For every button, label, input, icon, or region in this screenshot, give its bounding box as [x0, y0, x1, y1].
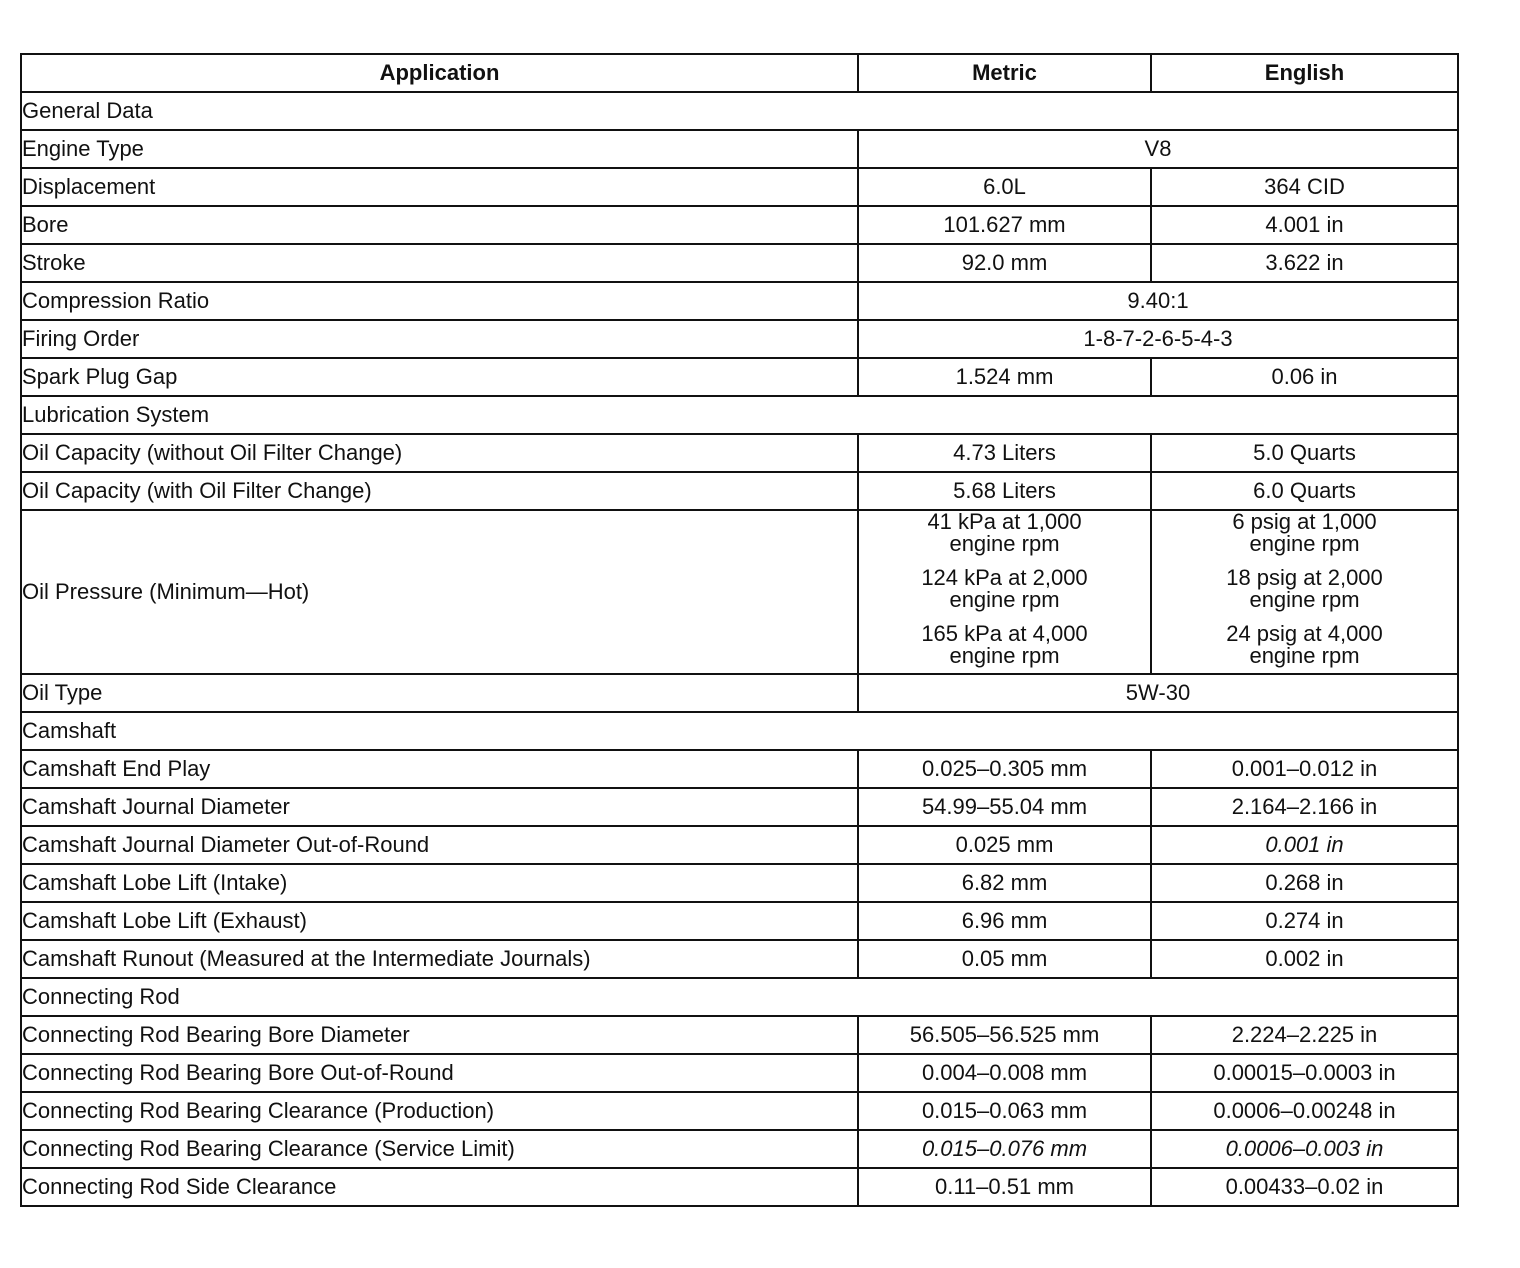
pressure-line: engine rpm — [1249, 643, 1360, 668]
english-value — [1151, 510, 1458, 674]
metric-value: 5.68 Liters — [858, 472, 1151, 510]
pressure-line: engine rpm — [949, 643, 1060, 668]
application-label: Compression Ratio — [21, 282, 858, 320]
english-value: 0.00015–0.0003 in — [1151, 1054, 1458, 1092]
metric-value: 6.0L — [858, 168, 1151, 206]
table-row — [21, 168, 1458, 206]
metric-value: 0.025–0.305 mm — [858, 750, 1151, 788]
english-value: 0.0006–0.00248 in — [1151, 1092, 1458, 1130]
application-label: Camshaft Runout (Measured at the Intermediate Journals) — [21, 940, 858, 978]
table-row — [21, 510, 1458, 674]
english-value: 0.06 in — [1151, 358, 1458, 396]
application-label: Connecting Rod Side Clearance — [21, 1168, 858, 1206]
pressure-entry — [1152, 623, 1457, 667]
specifications-table — [20, 53, 1459, 1207]
section-title: General Data — [21, 92, 1458, 130]
pressure-entry — [1152, 511, 1457, 555]
english-value: 0.274 in — [1151, 902, 1458, 940]
table-row — [21, 472, 1458, 510]
metric-value: 4.73 Liters — [858, 434, 1151, 472]
table-row — [21, 1054, 1458, 1092]
table-row — [21, 864, 1458, 902]
english-value: 0.001–0.012 in — [1151, 750, 1458, 788]
pressure-entry — [859, 567, 1150, 611]
english-value: 0.001 in — [1151, 826, 1458, 864]
table-row — [21, 1092, 1458, 1130]
english-value: 3.622 in — [1151, 244, 1458, 282]
table-row — [21, 282, 1458, 320]
pressure-entry — [859, 511, 1150, 555]
english-value: 364 CID — [1151, 168, 1458, 206]
pressure-line: engine rpm — [1249, 587, 1360, 612]
shared-value: 1-8-7-2-6-5-4-3 — [858, 320, 1458, 358]
application-label: Stroke — [21, 244, 858, 282]
table-row — [21, 434, 1458, 472]
table-row — [21, 1016, 1458, 1054]
section-title: Lubrication System — [21, 396, 1458, 434]
table-row — [21, 750, 1458, 788]
table-row — [21, 206, 1458, 244]
table-row — [21, 788, 1458, 826]
application-label: Camshaft Lobe Lift (Intake) — [21, 864, 858, 902]
application-label: Camshaft Journal Diameter Out-of-Round — [21, 826, 858, 864]
metric-value: 54.99–55.04 mm — [858, 788, 1151, 826]
table-row — [21, 130, 1458, 168]
application-label: Oil Capacity (without Oil Filter Change) — [21, 434, 858, 472]
english-value: 0.00433–0.02 in — [1151, 1168, 1458, 1206]
table-row — [21, 940, 1458, 978]
section-row — [21, 978, 1458, 1016]
table-row — [21, 826, 1458, 864]
header-row — [21, 54, 1458, 92]
table-row — [21, 244, 1458, 282]
table-row — [21, 1168, 1458, 1206]
pressure-line: engine rpm — [949, 531, 1060, 556]
metric-value: 6.96 mm — [858, 902, 1151, 940]
table-row — [21, 358, 1458, 396]
section-row — [21, 712, 1458, 750]
metric-value: 56.505–56.525 mm — [858, 1016, 1151, 1054]
table-row — [21, 1130, 1458, 1168]
header-application: Application — [21, 54, 858, 92]
english-value: 5.0 Quarts — [1151, 434, 1458, 472]
english-value: 4.001 in — [1151, 206, 1458, 244]
metric-value: 92.0 mm — [858, 244, 1151, 282]
metric-value: 0.11–0.51 mm — [858, 1168, 1151, 1206]
metric-value: 0.015–0.063 mm — [858, 1092, 1151, 1130]
application-label: Connecting Rod Bearing Clearance (Production) — [21, 1092, 858, 1130]
english-value: 0.002 in — [1151, 940, 1458, 978]
metric-value — [858, 510, 1151, 674]
metric-value: 0.004–0.008 mm — [858, 1054, 1151, 1092]
english-value: 0.268 in — [1151, 864, 1458, 902]
pressure-line: 24 psig at 4,000 — [1226, 621, 1383, 646]
metric-value: 0.025 mm — [858, 826, 1151, 864]
table-row — [21, 674, 1458, 712]
application-label: Oil Type — [21, 674, 858, 712]
pressure-line: engine rpm — [949, 587, 1060, 612]
header-english: English — [1151, 54, 1458, 92]
pressure-line: 165 kPa at 4,000 — [921, 621, 1088, 646]
application-label: Connecting Rod Bearing Clearance (Service Limit) — [21, 1130, 858, 1168]
application-label: Bore — [21, 206, 858, 244]
pressure-entry — [1152, 567, 1457, 611]
shared-value: V8 — [858, 130, 1458, 168]
section-row — [21, 396, 1458, 434]
application-label: Camshaft Lobe Lift (Exhaust) — [21, 902, 858, 940]
pressure-line: 124 kPa at 2,000 — [921, 565, 1088, 590]
metric-value: 6.82 mm — [858, 864, 1151, 902]
application-label: Firing Order — [21, 320, 858, 358]
pressure-entry — [859, 623, 1150, 667]
table-row — [21, 320, 1458, 358]
application-label: Oil Capacity (with Oil Filter Change) — [21, 472, 858, 510]
section-title: Camshaft — [21, 712, 1458, 750]
metric-value: 0.015–0.076 mm — [858, 1130, 1151, 1168]
pressure-line: 18 psig at 2,000 — [1226, 565, 1383, 590]
shared-value: 9.40:1 — [858, 282, 1458, 320]
english-value: 0.0006–0.003 in — [1151, 1130, 1458, 1168]
shared-value: 5W-30 — [858, 674, 1458, 712]
pressure-line: engine rpm — [1249, 531, 1360, 556]
application-label: Camshaft End Play — [21, 750, 858, 788]
metric-value: 1.524 mm — [858, 358, 1151, 396]
application-label: Connecting Rod Bearing Bore Out-of-Round — [21, 1054, 858, 1092]
metric-value: 101.627 mm — [858, 206, 1151, 244]
application-label: Displacement — [21, 168, 858, 206]
english-value: 2.164–2.166 in — [1151, 788, 1458, 826]
section-title: Connecting Rod — [21, 978, 1458, 1016]
section-row — [21, 92, 1458, 130]
metric-value: 0.05 mm — [858, 940, 1151, 978]
application-label: Spark Plug Gap — [21, 358, 858, 396]
pressure-line: 6 psig at 1,000 — [1232, 509, 1377, 534]
application-label: Camshaft Journal Diameter — [21, 788, 858, 826]
application-label: Engine Type — [21, 130, 858, 168]
header-metric: Metric — [858, 54, 1151, 92]
application-label: Oil Pressure (Minimum—Hot) — [21, 510, 858, 674]
table-row — [21, 902, 1458, 940]
pressure-line: 41 kPa at 1,000 — [927, 509, 1082, 534]
english-value: 2.224–2.225 in — [1151, 1016, 1458, 1054]
english-value: 6.0 Quarts — [1151, 472, 1458, 510]
application-label: Connecting Rod Bearing Bore Diameter — [21, 1016, 858, 1054]
